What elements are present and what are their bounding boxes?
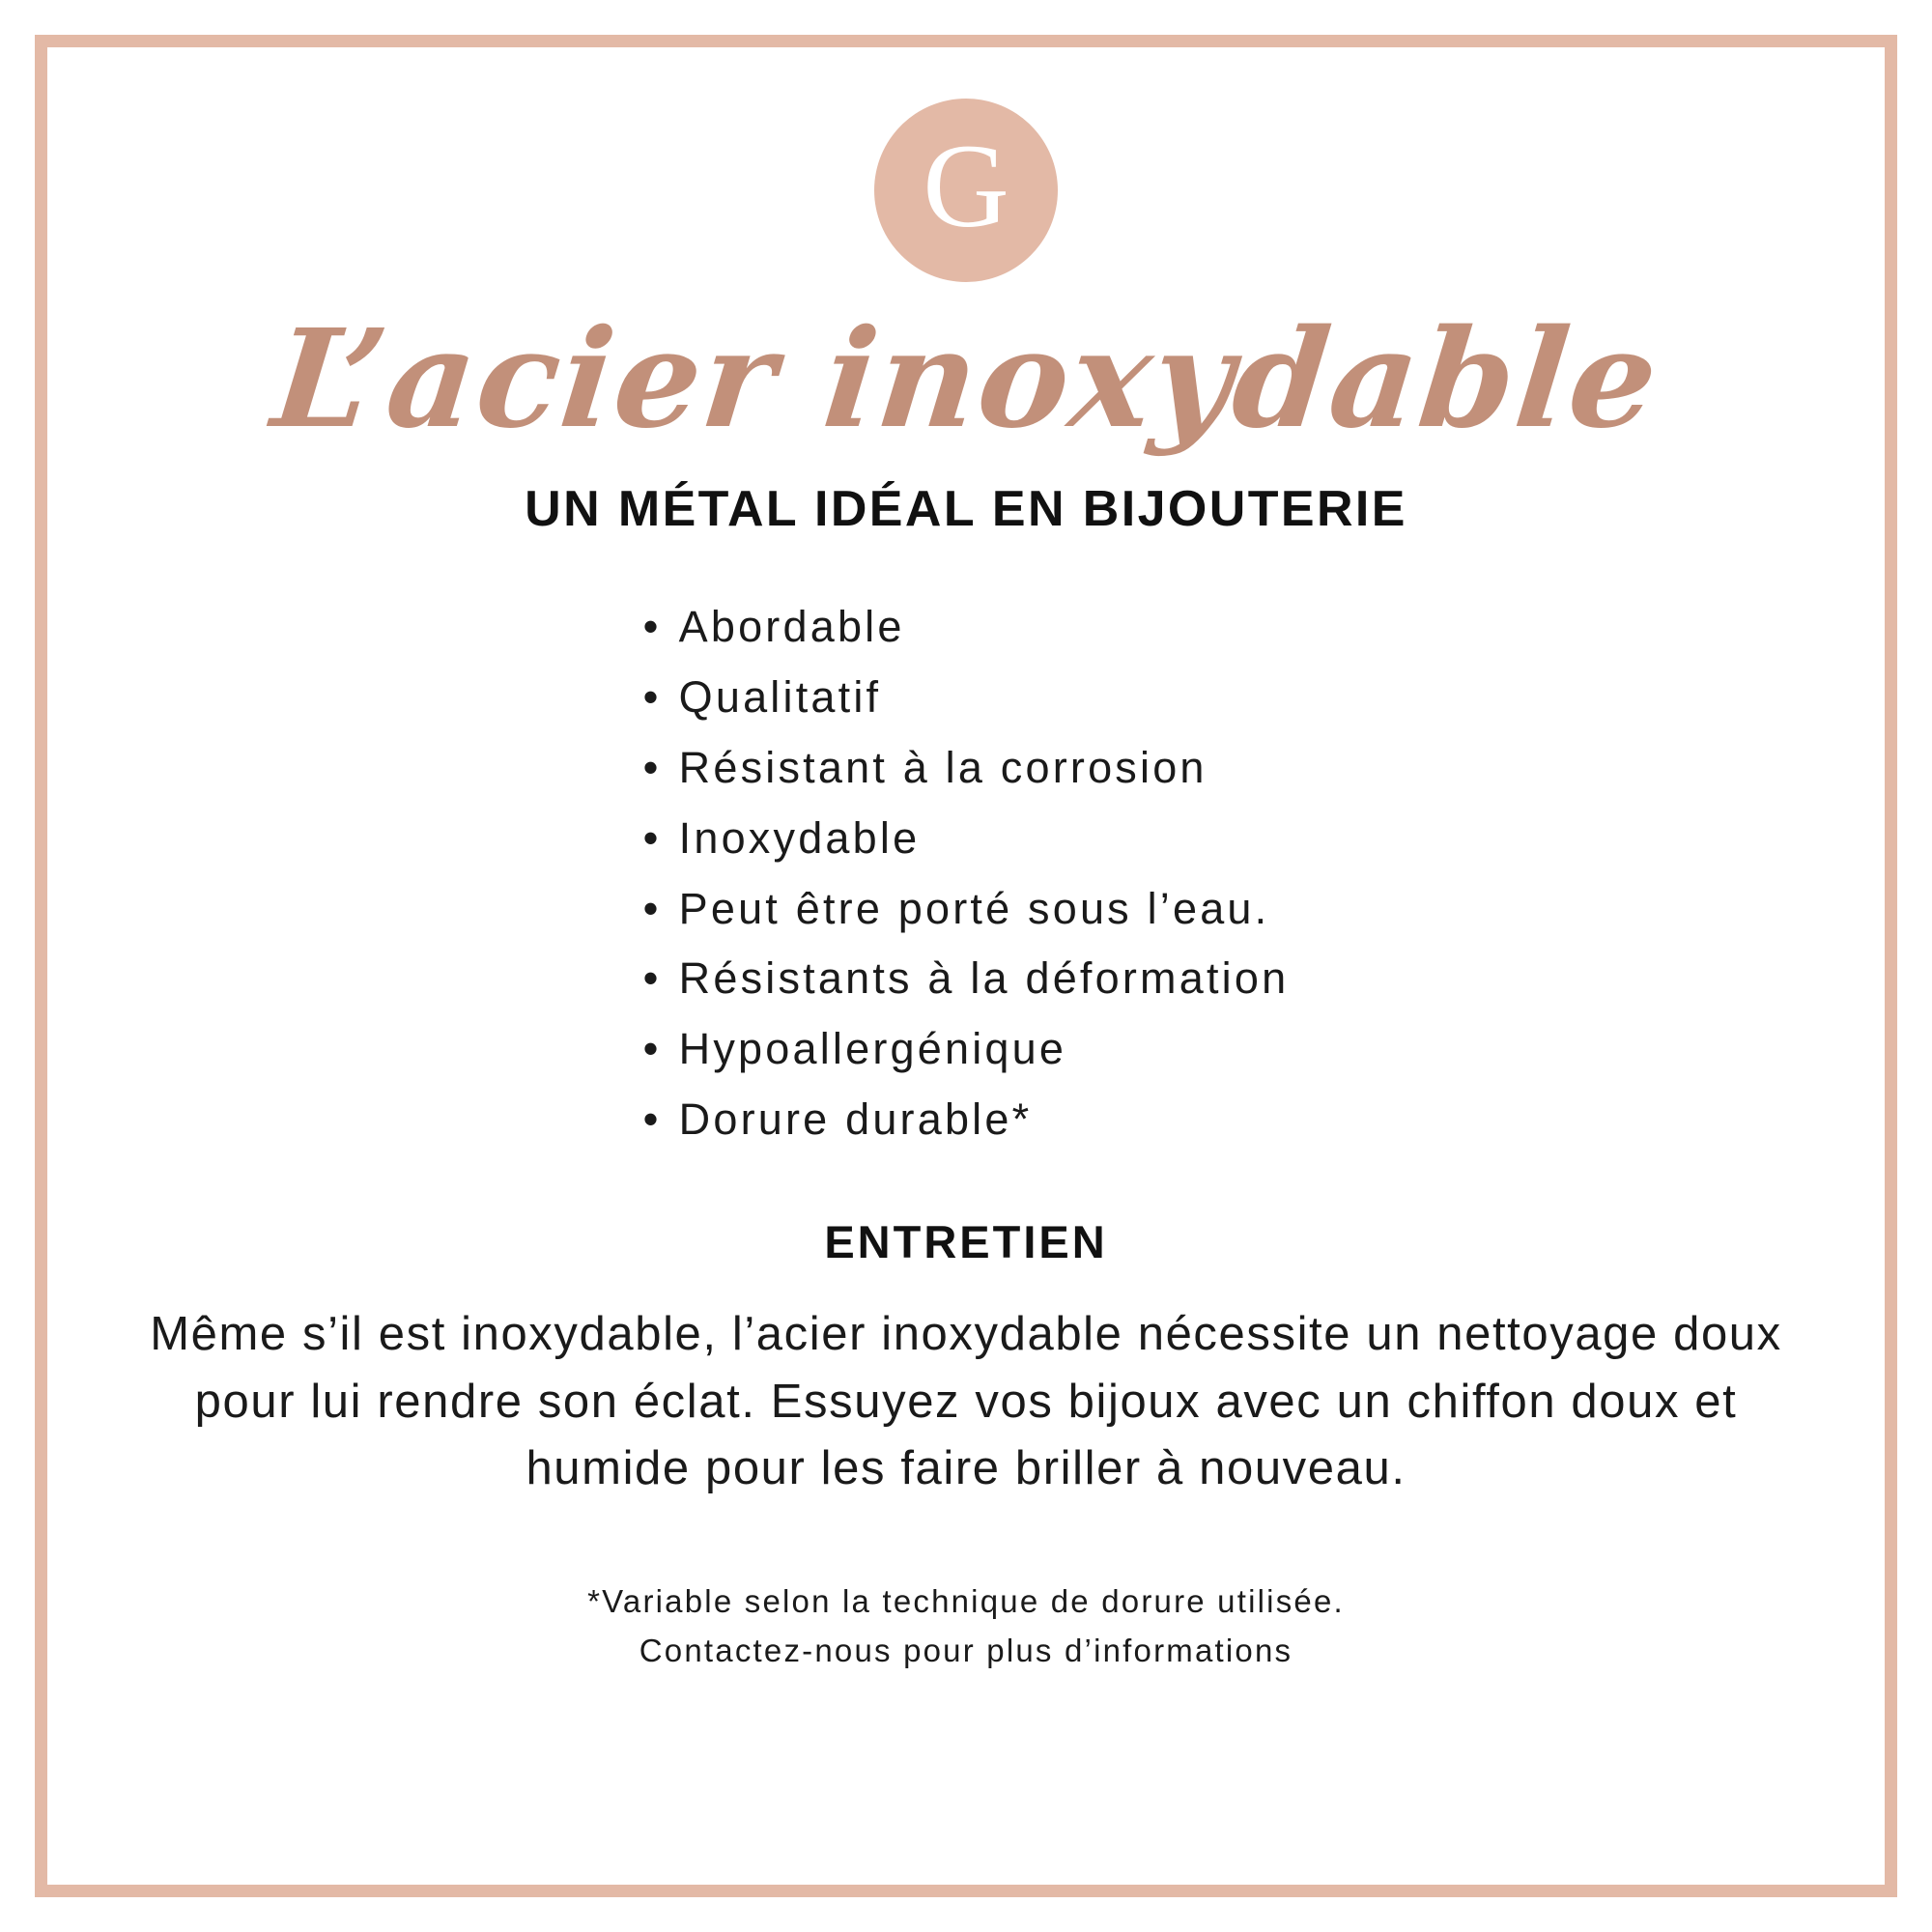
bullet-icon: •: [642, 742, 662, 792]
list-item-label: Résistant à la corrosion: [678, 742, 1208, 792]
list-item-label: Qualitatif: [678, 671, 882, 722]
list-item: [643, 663, 1290, 733]
card-content: [35, 35, 1897, 1897]
bullet-icon: •: [642, 953, 662, 1004]
list-item: [643, 1085, 1290, 1155]
list-item-label: Inoxydable: [678, 812, 921, 863]
brand-logo-badge: [874, 99, 1058, 282]
list-item: [643, 804, 1290, 874]
list-item: [643, 733, 1290, 804]
bullet-icon: •: [642, 883, 662, 933]
list-item-label: Abordable: [678, 602, 905, 651]
list-item: [643, 874, 1290, 945]
page-title: L’acier inoxydable: [266, 300, 1666, 459]
footnote: [587, 1577, 1345, 1675]
list-item: [643, 592, 1290, 663]
bullet-icon: •: [642, 812, 662, 863]
benefits-list: [643, 592, 1290, 1155]
list-item-label: Résistants à la déformation: [678, 953, 1290, 1004]
footnote-line-2: Contactez-nous pour plus d’informations: [639, 1633, 1293, 1668]
bullet-icon: •: [642, 602, 662, 651]
bullet-icon: •: [642, 671, 662, 722]
care-text: Même s’il est inoxydable, l’acier inoxydable nécessite un nettoyage doux pour lui rendre son éclat. Essuyez vos bijoux avec un chiffon doux et humide pour les faire briller à nouveau.: [150, 1308, 1782, 1495]
footnote-line-1: *Variable selon la technique de dorure utilisée.: [587, 1582, 1345, 1619]
list-item-label: Peut être porté sous l’eau.: [678, 883, 1270, 933]
list-item: [643, 1014, 1290, 1085]
list-item-label: Hypoallergénique: [678, 1024, 1067, 1074]
bullet-icon: •: [642, 1024, 662, 1074]
list-item-label: Dorure durable*: [678, 1094, 1033, 1145]
care-heading: ENTRETIEN: [824, 1216, 1108, 1268]
list-item: [643, 944, 1290, 1014]
page-subtitle: UN MÉTAL IDÉAL EN BIJOUTERIE: [525, 481, 1407, 537]
bullet-icon: •: [642, 1094, 662, 1145]
brand-monogram-icon: G: [923, 120, 1009, 252]
